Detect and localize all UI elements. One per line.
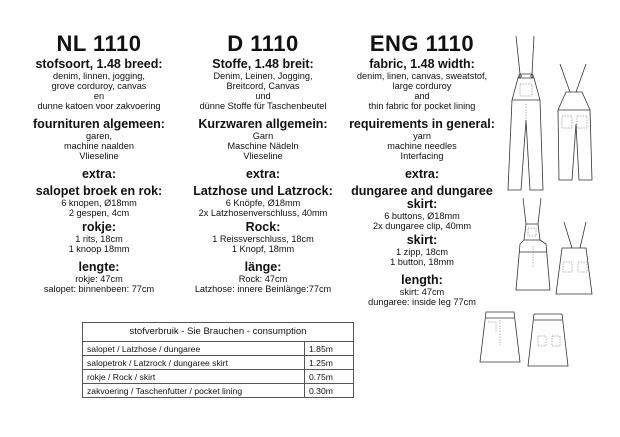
notions-line: garen, xyxy=(85,131,113,141)
overall-line: 2x dungaree clip, 40mm xyxy=(372,221,472,231)
table-header: stofverbruik - Sie Brauchen - consumption xyxy=(83,323,354,342)
dungaree-skirt-front-drawing xyxy=(516,198,550,290)
fabric-line: Denim, Leinen, Jogging, xyxy=(213,71,313,81)
length-line: Rock: 47cm xyxy=(238,274,288,284)
skirt-line: 1 Knopf, 18mm xyxy=(231,244,295,254)
length-line: Latzhose: innere Beinlänge:77cm xyxy=(194,284,332,294)
notions-heading: Kurzwaren allgemein: xyxy=(198,117,328,131)
overall-line: 6 buttons, Ø18mm xyxy=(384,211,460,221)
row-label: rokje / Rock / skirt xyxy=(83,370,305,384)
skirt-line: 1 knoop 18mm xyxy=(68,244,130,254)
overall-heading: dungaree and dungaree skirt: xyxy=(351,184,493,211)
dungaree-back-drawing xyxy=(558,64,592,180)
overall-line: 6 Knöpfe, Ø18mm xyxy=(225,198,301,208)
dungaree-front-drawing xyxy=(508,36,543,190)
skirt-heading: Rock: xyxy=(245,220,281,234)
fabric-heading: Stoffe, 1.48 breit: xyxy=(212,57,314,71)
row-amount: 0.75m xyxy=(305,370,354,384)
notions-line: Garn xyxy=(252,131,274,141)
row-label: salopet / Latzhose / dungaree xyxy=(83,342,305,356)
notions-line: Vlieseline xyxy=(79,151,119,161)
row-label: salopetrok / Latzrock / dungaree skirt xyxy=(83,356,305,370)
extra-heading: extra: xyxy=(404,167,440,181)
length-line: dungaree: inside leg 77cm xyxy=(368,297,476,307)
row-amount: 1.85m xyxy=(305,342,354,356)
skirt-line: 1 rits, 18cm xyxy=(75,234,123,244)
length-line: rokje: 47cm xyxy=(75,274,123,284)
fabric-line: thin fabric for pocket lining xyxy=(368,101,476,111)
overall-line: 2 gespen, 4cm xyxy=(68,208,130,218)
fabric-line: large corduroy xyxy=(392,81,452,91)
notions-line: Interfacing xyxy=(400,151,444,161)
fabric-line: dunne katoen voor zakvoering xyxy=(37,101,161,111)
dungaree-skirt-back-drawing xyxy=(556,222,592,294)
length-line: skirt: 47cm xyxy=(399,287,445,297)
german-title: D 1110 xyxy=(227,31,299,56)
extra-heading: extra: xyxy=(81,167,117,181)
length-heading: lengte: xyxy=(78,260,120,274)
fabric-line: and xyxy=(414,91,430,101)
length-line: salopet: binnenbeen: 77cm xyxy=(43,284,155,294)
fabric-heading: stofsoort, 1.48 breed: xyxy=(35,57,163,71)
fabric-line: en xyxy=(93,91,105,101)
overall-heading: salopet broek en rok: xyxy=(35,184,163,198)
notions-line: machine needles xyxy=(387,141,457,151)
skirt-front-drawing xyxy=(480,312,520,362)
length-heading: länge: xyxy=(244,260,282,274)
fabric-line: und xyxy=(255,91,271,101)
length-heading: length: xyxy=(401,273,443,287)
overall-line: 2x Latzhosenverschluss, 40mm xyxy=(198,208,328,218)
skirt-heading: skirt: xyxy=(406,233,438,247)
row-label: zakvoering / Taschenfutter / pocket lining xyxy=(83,384,305,398)
fabric-line: dünne Stoffe für Taschenbeutel xyxy=(199,101,327,111)
skirt-line: 1 zipp, 18cm xyxy=(395,247,449,257)
notions-line: Vlieseline xyxy=(243,151,283,161)
notions-heading: requirements in general: xyxy=(349,117,495,131)
notions-heading: fournituren algemeen: xyxy=(33,117,165,131)
overall-heading: Latzhose und Latzrock: xyxy=(193,184,333,198)
skirt-line: 1 Reissverschluss, 18cm xyxy=(212,234,314,244)
notions-line: machine naalden xyxy=(64,141,134,151)
row-amount: 0.30m xyxy=(305,384,354,398)
overall-line: 6 knopen, Ø18mm xyxy=(61,198,137,208)
notions-line: Maschine Nädeln xyxy=(227,141,299,151)
skirt-back-drawing xyxy=(528,314,568,366)
row-amount: 1.25m xyxy=(305,356,354,370)
skirt-line: 1 button, 18mm xyxy=(390,257,454,267)
skirt-heading: rokje: xyxy=(81,220,117,234)
english-title: ENG 1110 xyxy=(369,31,475,56)
fabric-heading: fabric, 1.48 width: xyxy=(369,57,475,71)
fabric-line: grove corduroy, canvas xyxy=(51,81,147,91)
fabric-line: denim, linnen, jogging, xyxy=(53,71,145,81)
extra-heading: extra: xyxy=(245,167,281,181)
fabric-line: Breitcord, Canvas xyxy=(226,81,300,91)
dutch-title: NL 1110 xyxy=(56,31,142,56)
notions-line: yarn xyxy=(413,131,431,141)
fabric-line: denim, linen, canvas, sweatstof, xyxy=(356,71,488,81)
